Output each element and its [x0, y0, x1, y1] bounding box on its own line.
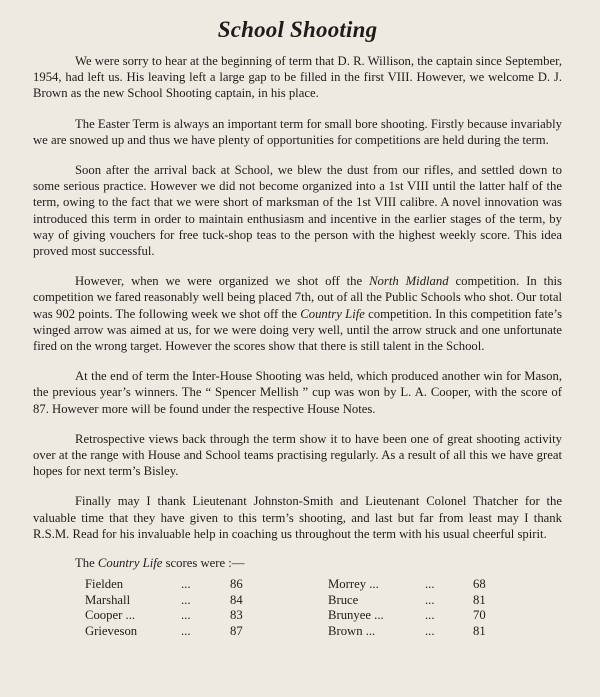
paragraph-4-text-a: However, when we were organized we shot off the	[75, 274, 370, 289]
paragraph-4-text-c: competition. In this competition we fared reasonably well being placed 7th, out of all the Public Schools who shot. Our total was 902 points. The following week we shot off the	[33, 274, 562, 321]
paragraph-1: We were sorry to hear at the beginning of term that D. R. Willison, the captain since September, 1954, had left us. His leaving left a large gap to be filled in the first VIII. However, we welcome D. J. Brown as the new School Shooting captain, in his place.	[33, 54, 562, 101]
paragraph-7: Finally may I thank Lieutenant Johnston-Smith and Lieutenant Colonel Thatcher for the valuable time that they have given to this term’s shooting, and last but far from least may I thank R.S.M. Read for his invaluable help in coaching us throughout the term with his usual cheerful spirit.	[33, 494, 562, 541]
paragraph-2: The Easter Term is always an important term for small bore shooting. Firstly because invariably we are snowed up and thus we have plenty of opportunities for competitions are held during the term.	[33, 116, 562, 147]
shooter-name: Grieveson	[85, 623, 138, 638]
shooter-name: Bruce	[328, 592, 359, 607]
paragraph-5: At the end of term the Inter-House Shooting was held, which produced another win for Mason, the previous year’s winners. The “ Spencer Mellish ” cup was won by L. A. Cooper, with the score of 87. However more will be found under the respective House Notes.	[33, 369, 562, 416]
shooter-score: 83	[230, 608, 243, 623]
shooter-name: Cooper ...	[85, 608, 136, 623]
shooter-name: Morrey ...	[328, 577, 379, 592]
shooter-score: 70	[473, 608, 486, 623]
leader-dots: ...	[181, 577, 191, 592]
leader-dots: ...	[181, 592, 191, 607]
shooter-name: Fielden	[85, 577, 124, 592]
paragraph-6: Retrospective views back through the term show it to have been one of great shooting activity over at the range with House and School teams practising regularly. As a result of all this we have great hopes for next term’s Bisley.	[33, 431, 562, 479]
north-midland-title: North Midland	[369, 274, 449, 289]
page-title: School Shooting	[217, 17, 378, 42]
paragraph-4	[33, 273, 562, 354]
scores-intro-italic: Country Life	[97, 556, 163, 571]
shooter-score: 84	[230, 592, 243, 607]
shooter-score: 87	[230, 623, 243, 638]
leader-dots: ...	[425, 608, 435, 623]
leader-dots: ...	[425, 623, 435, 638]
paragraph-3: Soon after the arrival back at School, we blew the dust from our rifles, and settled down to some serious practice. However we did not become organized into a 1st VIII until the latter half of the term, owing to the fact that we were short of marksman of the 1st VIII calibre. A novel innovation was introduced this term in order to maintain enthusiasm and incentive in the earlier stages of the term, by way of giving vouchers for free tuck-shop teas to the person with the highest weekly score. This idea proved most successful.	[33, 163, 562, 259]
shooter-name: Brown ...	[328, 623, 376, 638]
scores-intro	[33, 556, 562, 571]
paragraph-4-text-e: competition. In this competition fate’s winged arrow was aimed at us, for we were doing very well, until the arrow struck and one unfortunate fired on the wrong target. However the scores show that there is still talent in the School.	[33, 306, 563, 354]
country-life-title: Country Life	[300, 306, 365, 321]
shooter-score: 86	[230, 577, 243, 592]
shooter-name: Brunyee ...	[328, 608, 384, 623]
scores-intro-before: The	[75, 556, 98, 571]
leader-dots: ...	[425, 592, 435, 607]
shooter-name: Marshall	[85, 592, 131, 607]
shooter-score: 81	[473, 623, 486, 638]
scores-intro-after: scores were :—	[162, 556, 245, 571]
shooter-score: 68	[473, 577, 486, 592]
leader-dots: ...	[425, 577, 435, 592]
shooter-score: 81	[473, 592, 486, 607]
leader-dots: ...	[181, 623, 191, 638]
leader-dots: ...	[181, 608, 191, 623]
